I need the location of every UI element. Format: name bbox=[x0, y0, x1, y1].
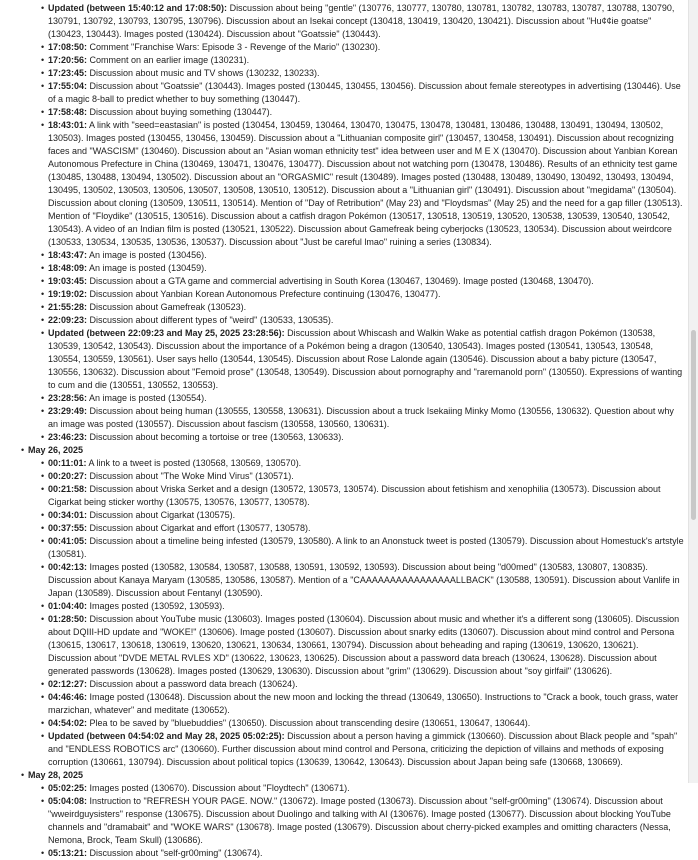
day-heading: May 26, 2025 bbox=[28, 445, 84, 455]
bullet-icon: • bbox=[41, 81, 45, 91]
bullet-icon: • bbox=[41, 432, 45, 442]
log-entry bbox=[0, 314, 688, 327]
entry-text: Discussion about being "gentle" (130776, 130777, 130780, 130781, 130782, 130783, 130787, 130788, 130790, 130791, 130792, 130793, 130795, 130796). Discussion about an Isekai concept (130418, 130419, 130420, 130421). Discussion about "Hu¢¢ie goatse" (130423, 130443). Images posted (130424). Discussion about "Goatssie" (130443). bbox=[48, 3, 675, 39]
bullet-icon: • bbox=[41, 250, 45, 260]
entry-timestamp: 00:37:55: bbox=[48, 523, 88, 533]
entry-timestamp: 17:08:50: bbox=[48, 42, 88, 52]
log-entry bbox=[0, 54, 688, 67]
log-entry bbox=[0, 470, 688, 483]
entry-text: Discussion about a person having a gimmick (130660). Discussion about Black people and "spah" and "ENDLESS ROBOTICS arc" (130660). Further discussion about mind control and Persona, criticizing the depiction of villains and methods of exposing corruption (130661, 130794). Discussion about political topics (130639, 130642, 130643). Discussion about Japan being safe (130668, 130669). bbox=[48, 731, 678, 767]
bullet-icon: • bbox=[41, 510, 45, 520]
bullet-icon: • bbox=[41, 315, 45, 325]
entry-text: Discussion about Gamefreak (130523). bbox=[87, 302, 247, 312]
entry-text: Discussion about Whiscash and Walkin Wake as potential catfish dragon Pokémon (130538, 130539, 130542, 130543). Discussion about the importance of a Pokémon being a dragon (130540, 130543). Images posted (130541, 130543, 130548, 130554, 130559, 130561). User says hello (130544, 130545). Discussion about Rose Lalonde again (130546). Discussion about a baby picture (130547, 130556, 130632). Discussion about "Femoid prose" (130548, 130549). Discussion about pornography and "raremanold porn" (130550). Expressions of wanting to cum and die (130551, 130552, 130553). bbox=[48, 328, 683, 390]
entry-text: Discussion about a timeline being infested (130579, 130580). A link to an Anonstuck tweet is posted (130579). Discussion about Homestuck's artstyle (130581). bbox=[48, 536, 684, 559]
log-entry bbox=[0, 457, 688, 470]
log-entry bbox=[0, 509, 688, 522]
log-entry bbox=[0, 275, 688, 288]
entry-timestamp: Updated (between 22:09:23 and May 25, 2025 23:28:56): bbox=[48, 328, 285, 338]
entry-text: Comment on an earlier image (130231). bbox=[87, 55, 250, 65]
log-entry bbox=[0, 795, 688, 847]
day-section bbox=[0, 444, 688, 769]
log-entry bbox=[0, 327, 688, 392]
log-entry bbox=[0, 678, 688, 691]
entry-text: Discussion about buying something (130447). bbox=[87, 107, 273, 117]
entry-timestamp: 17:58:48: bbox=[48, 107, 88, 117]
entry-timestamp: 00:20:27: bbox=[48, 471, 88, 481]
entry-text: Instruction to "REFRESH YOUR PAGE. NOW." (130672). Image posted (130673). Discussion about "self-gr00ming" (130674). Discussion about "wweirdguysisters" response (130675). Discussion about Duolingo and talking with AI (130676). Image posted (130677). Discussion about blocking YouTube channels and "dramabait" and "WOKE WARS" (130678). Image posted (130679). Discussion about cherry-picked examples and omitting characters (Nessa, Nemona, Brock, Team Skull) (130686). bbox=[48, 796, 671, 845]
bullet-icon: • bbox=[41, 471, 45, 481]
entry-text: Discussion about "Goatssie" (130443). Images posted (130445, 130455, 130456). Discussion about female stereotypes in advertising (130446). Use of a magic 8-ball to predict whether to buy something (130447). bbox=[48, 81, 681, 104]
log-entry bbox=[0, 431, 688, 444]
bullet-icon: • bbox=[41, 458, 45, 468]
entry-timestamp: 17:23:45: bbox=[48, 68, 88, 78]
bullet-icon: • bbox=[41, 68, 45, 78]
log-entry bbox=[0, 730, 688, 769]
bullet-icon: • bbox=[41, 289, 45, 299]
scrollbar-thumb[interactable] bbox=[691, 330, 696, 520]
log-entry bbox=[0, 106, 688, 119]
log-entry bbox=[0, 717, 688, 730]
log-entry bbox=[0, 613, 688, 678]
bullet-icon: • bbox=[41, 679, 45, 689]
bullet-icon: • bbox=[41, 692, 45, 702]
log-entry bbox=[0, 691, 688, 717]
log-entry bbox=[0, 535, 688, 561]
log-entry bbox=[0, 522, 688, 535]
entry-timestamp: 02:12:27: bbox=[48, 679, 88, 689]
entry-text: Discussion about being human (130555, 130558, 130631). Discussion about a truck Isekaiing Minky Momo (130556, 130632). Question about why an image was posted (130557). Discussion about fascism (130558, 130560, 130631). bbox=[48, 406, 674, 429]
entry-text: A link to a tweet is posted (130568, 130569, 130570). bbox=[86, 458, 302, 468]
entry-timestamp: 05:04:08: bbox=[48, 796, 88, 806]
bullet-icon: • bbox=[41, 107, 45, 117]
entry-timestamp: 18:48:09: bbox=[48, 263, 88, 273]
entry-timestamp: Updated (between 04:54:02 and May 28, 2025 05:02:25): bbox=[48, 731, 285, 741]
entry-text: Images posted (130670). Discussion about "Floydtech" (130671). bbox=[87, 783, 350, 793]
day-list bbox=[0, 444, 688, 860]
log-entry bbox=[0, 392, 688, 405]
day-section bbox=[0, 769, 688, 860]
entry-text: Discussion about Cigarkat and effort (130577, 130578). bbox=[87, 523, 311, 533]
entry-text: Discussion about YouTube music (130603). Images posted (130604). Discussion about music and whether it's a different song (130605). Discussion about DQIII-HD update and "WOKE!" (130606). Image posted (130607). Discussion about snarky edits (130607). Discussion about mind control and Persona (130615, 130617, 130618, 130619, 130620, 130621, 130634, 130661, 130794). Discussion about beheading and raping (130619, 130620, 130621). Discussion about "DVDE METAL RVLES XD" (130622, 130623, 130625). Discussion about a password data breach (130624, 130628). Discussion about generated passwords (130628). Images posted (130629, 130630). Discussion about "grim" (130629). Discussion about "soy girlfail" (130626). bbox=[48, 614, 680, 676]
bullet-icon: • bbox=[41, 796, 45, 806]
entry-timestamp: 23:29:49: bbox=[48, 406, 88, 416]
log-entry bbox=[0, 67, 688, 80]
bullet-icon: • bbox=[41, 393, 45, 403]
bullet-icon: • bbox=[41, 848, 45, 858]
bullet-icon: • bbox=[41, 263, 45, 273]
bullet-icon: • bbox=[41, 614, 45, 624]
entry-text: Images posted (130582, 130584, 130587, 130588, 130591, 130592, 130593). Discussion about being "d00med" (130583, 130807, 130835). Discussion about Kanaya Maryam (130585, 130586, 130587). Mention of a "CAAAAAAAAAAAAAAAALLBACK" (130588, 130591). Discussion about Vanlife in Japan (130589). Discussion about Fentanyl (130590). bbox=[48, 562, 680, 598]
entry-text: Images posted (130592, 130593). bbox=[87, 601, 225, 611]
entry-text: Discussion about a password data breach (130624). bbox=[87, 679, 298, 689]
entry-timestamp: 00:11:01: bbox=[48, 458, 87, 468]
vertical-scrollbar[interactable] bbox=[688, 0, 698, 783]
entry-text: Discussion about different types of "weird" (130533, 130535). bbox=[87, 315, 334, 325]
entry-text: An image is posted (130459). bbox=[87, 263, 207, 273]
entry-text: An image is posted (130554). bbox=[87, 393, 207, 403]
entry-timestamp: 00:41:05: bbox=[48, 536, 88, 546]
bullet-icon: • bbox=[41, 406, 45, 416]
entry-text: Discussion about Cigarkat (130575). bbox=[87, 510, 236, 520]
bullet-icon: • bbox=[41, 562, 45, 572]
log-entry bbox=[0, 405, 688, 431]
entry-timestamp: 00:34:01: bbox=[48, 510, 88, 520]
entry-timestamp: 00:21:58: bbox=[48, 484, 88, 494]
entry-text: Plea to be saved by "bluebuddies" (130650). Discussion about transcending desire (130651, 130647, 130644). bbox=[87, 718, 531, 728]
bullet-icon: • bbox=[21, 770, 25, 780]
bullet-icon: • bbox=[41, 601, 45, 611]
entry-timestamp: Updated (between 15:40:12 and 17:08:50): bbox=[48, 3, 228, 13]
entry-timestamp: 23:28:56: bbox=[48, 393, 88, 403]
log-entry bbox=[0, 41, 688, 54]
log-entry bbox=[0, 288, 688, 301]
log-entry bbox=[0, 483, 688, 509]
entry-timestamp: 05:13:21: bbox=[48, 848, 88, 858]
bullet-icon: • bbox=[41, 484, 45, 494]
entry-timestamp: 00:42:13: bbox=[48, 562, 88, 572]
bullet-icon: • bbox=[41, 731, 45, 741]
bullet-icon: • bbox=[41, 3, 45, 13]
entry-timestamp: 17:55:04: bbox=[48, 81, 88, 91]
entry-text: Image posted (130648). Discussion about the new moon and locking the thread (130649, 130650). Instructions to "Crack a book, touch grass, water marzichan, whatever" and meditate (130652). bbox=[48, 692, 679, 715]
entry-list bbox=[0, 782, 688, 860]
day-heading: May 28, 2025 bbox=[28, 770, 84, 780]
bullet-icon: • bbox=[41, 328, 45, 338]
log-entry bbox=[0, 80, 688, 106]
entry-timestamp: 01:04:40: bbox=[48, 601, 88, 611]
bullet-icon: • bbox=[41, 276, 45, 286]
entry-text: Discussion about "self-gr00ming" (130674). bbox=[87, 848, 263, 858]
log-entry bbox=[0, 301, 688, 314]
bullet-icon: • bbox=[41, 42, 45, 52]
entry-text: Discussion about becoming a tortoise or tree (130563, 130633). bbox=[87, 432, 344, 442]
log-entry bbox=[0, 249, 688, 262]
entry-timestamp: 17:20:56: bbox=[48, 55, 88, 65]
entry-text: Discussion about a GTA game and commercial advertising in South Korea (130467, 130469). Image posted (130468, 130470). bbox=[87, 276, 594, 286]
entry-timestamp: 19:03:45: bbox=[48, 276, 88, 286]
entry-timestamp: 04:54:02: bbox=[48, 718, 88, 728]
bullet-icon: • bbox=[21, 445, 25, 455]
entry-timestamp: 04:46:46: bbox=[48, 692, 88, 702]
entry-timestamp: 01:28:50: bbox=[48, 614, 88, 624]
log-entry bbox=[0, 561, 688, 600]
entry-timestamp: 18:43:47: bbox=[48, 250, 88, 260]
bullet-icon: • bbox=[41, 718, 45, 728]
bullet-icon: • bbox=[41, 783, 45, 793]
entry-timestamp: 18:43:01: bbox=[48, 120, 88, 130]
entry-timestamp: 21:55:28: bbox=[48, 302, 88, 312]
entry-text: Discussion about Yanbian Korean Autonomous Prefecture continuing (130476, 130477). bbox=[87, 289, 441, 299]
entry-text: An image is posted (130456). bbox=[87, 250, 207, 260]
entry-timestamp: 19:19:02: bbox=[48, 289, 88, 299]
entry-text: Discussion about Vriska Serket and a design (130572, 130573, 130574). Discussion about fetishism and xenophilia (130573). Discussion about Cigarkat being sticker worthy (130575, 130576, 130577, 130578). bbox=[48, 484, 661, 507]
entry-timestamp: 23:46:23: bbox=[48, 432, 88, 442]
log-entry bbox=[0, 782, 688, 795]
log-entry bbox=[0, 262, 688, 275]
bullet-icon: • bbox=[41, 302, 45, 312]
entry-text: A link with "seed=eastasian" is posted (130454, 130459, 130464, 130470, 130475, 130478, 130481, 130486, 130488, 130491, 130494, 130502, 130503). Images posted (130455, 130456, 130459). Discussion about a "Lithuanian composite girl" (130457, 130458, 130491). Discussion about recognizing faces and "WASCISM" (130460). Discussion about an "Asian woman ethnicity test" idea between user and M E X (130470). Discussion about Yanbian Korean Autonomous Prefecture in China (130469, 130471, 130476, 130477). Discussion about not watching porn (130478, 130486). Results of an ethnicity test game (130485, 130488, 130494, 130502). Discussion about an "ORGASMIC" result (130489). Images posted (130488, 130489, 130490, 130492, 130493, 130494, 130495, 130502, 130503, 130506, 130507, 130508, 130510, 130512). Discussion about a "Lithuanian girl" (130491). Discussion about "megidama" (130504). Discussion about cloning (130509, 130511, 130514). Mention of "Day of Retribution" (May 23) and "Floydsmas" (May 25) and the need for a gap filler (130513). Mention of "Floydike" (130515, 130516). Discussion about a catfish dragon Pokémon (130517, 130518, 130519, 130520, 130538, 130539, 130540, 130542, 130543). A video of an Indian film is posted (130521, 130522). Discussion about Gamefreak being cyberjocks (130523, 130534). Discussion about weirdcore (130533, 130534, 130535, 130536, 130537). Discussion about "Just be careful lmao" ruining a series (130834). bbox=[48, 120, 683, 247]
log-entry bbox=[0, 2, 688, 41]
bullet-icon: • bbox=[41, 523, 45, 533]
bullet-icon: • bbox=[41, 536, 45, 546]
entry-text: Comment "Franchise Wars: Episode 3 - Revenge of the Mario" (130230). bbox=[87, 42, 381, 52]
log-entry bbox=[0, 600, 688, 613]
entry-text: Discussion about music and TV shows (130232, 130233). bbox=[87, 68, 320, 78]
bullet-icon: • bbox=[41, 120, 45, 130]
log-entry bbox=[0, 847, 688, 860]
entry-text: Discussion about "The Woke Mind Virus" (130571). bbox=[87, 471, 294, 481]
log-entry bbox=[0, 119, 688, 249]
entry-timestamp: 05:02:25: bbox=[48, 783, 88, 793]
entry-timestamp: 22:09:23: bbox=[48, 315, 88, 325]
entry-list bbox=[0, 457, 688, 769]
bullet-icon: • bbox=[41, 55, 45, 65]
